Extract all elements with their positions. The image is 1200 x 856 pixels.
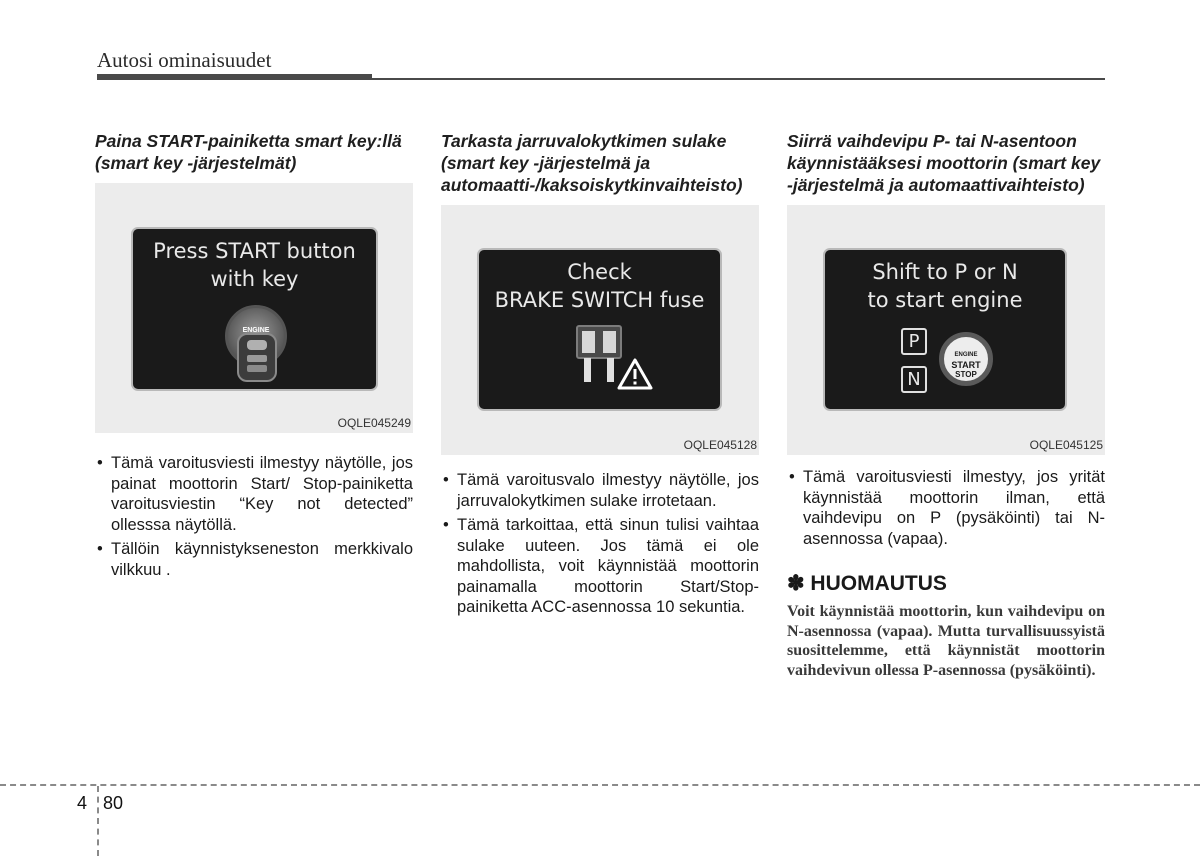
warning-triangle-icon — [617, 358, 653, 390]
page-number: 80 — [103, 793, 124, 813]
bullet-list — [787, 467, 1105, 549]
bullet-list — [95, 453, 413, 580]
bullet-item: • Tämä varoitusviesti ilmestyy, jos yrität käynnistää moottorin ilman, että vaihdevipu on P (pysäköinti) tai N-asennossa (vapaa). — [787, 467, 1105, 549]
display-message: Check BRAKE SWITCH fuse — [494, 260, 705, 312]
figure-shift-gear — [787, 205, 1105, 455]
gear-n-indicator: N — [901, 366, 927, 393]
cluster-display — [131, 227, 378, 391]
header-rule-thick — [97, 74, 372, 80]
engine-start-stop-button-icon: ENGINE START STOP — [939, 332, 993, 386]
bullet-item: • Tämä varoitusvalo ilmestyy näytölle, jos jarruvalokytkimen sulake irrotetaan. — [441, 470, 759, 511]
section-title: Autosi ominaisuudet — [97, 48, 272, 72]
bullet-item: • Tällöin käynnistykseneston merkkivalo vilkkuu . — [95, 539, 413, 580]
column-start-button — [95, 130, 413, 584]
cluster-display — [823, 248, 1067, 411]
figure-caption: OQLE045249 — [337, 416, 411, 430]
column-heading: Tarkasta jarruvalokytkimen sulake (smart key -järjestelmä ja automaatti-/kaksoiskytkinvaihteisto) — [441, 131, 743, 195]
note-body: Voit käynnistää moottorin, kun vaihdevipu on N-asennossa (vapaa). Mutta turvallisuussyistä suosittelemme, että käynnistät moottorin vaihdevivun ollessa P-asennossa (pysäköinti). — [787, 603, 1105, 679]
display-message: Shift to P or N to start engine — [867, 260, 1023, 312]
column-heading: Siirrä vaihdevipu P- tai N-asentoon käynnistääksesi moottorin (smart key -järjestelmä ja automaattivaihteisto) — [787, 131, 1101, 195]
footer-divider — [0, 784, 1200, 786]
note-title: ✽ HUOMAUTUS — [787, 572, 947, 595]
figure-caption: OQLE045128 — [683, 438, 757, 452]
column-heading: Paina START-painiketta smart key:llä (smart key -järjestelmät) — [95, 131, 402, 173]
gear-p-indicator: P — [901, 328, 927, 355]
header-rule-thin — [372, 78, 1105, 80]
figure-press-start — [95, 183, 413, 433]
cluster-display — [477, 248, 722, 411]
bullet-list — [441, 470, 759, 618]
column-shift-gear — [787, 130, 1105, 680]
chapter-number: 4 — [77, 793, 88, 813]
column-brake-switch — [441, 130, 759, 622]
display-message: Press START button with key — [153, 239, 356, 291]
bullet-item: • Tämä tarkoittaa, että sinun tulisi vaihtaa sulake uuteen. Jos tämä ei ole mahdollista, voit käynnistää moottorin painamalla moottorin Start/Stop-painiketta ACC-asennossa 10 sekuntia. — [441, 515, 759, 618]
engine-start-button-icon: ENGINE — [225, 305, 287, 367]
figure-brake-switch — [441, 205, 759, 455]
figure-caption: OQLE045125 — [1029, 438, 1103, 452]
bullet-item: • Tämä varoitusviesti ilmestyy näytölle, jos painat moottorin Start/ Stop-painiketta varoitusviestin “Key not detected” ollesssa näytöllä. — [95, 453, 413, 535]
footer-vertical-divider — [97, 786, 99, 856]
smart-key-fob-icon — [235, 331, 279, 383]
